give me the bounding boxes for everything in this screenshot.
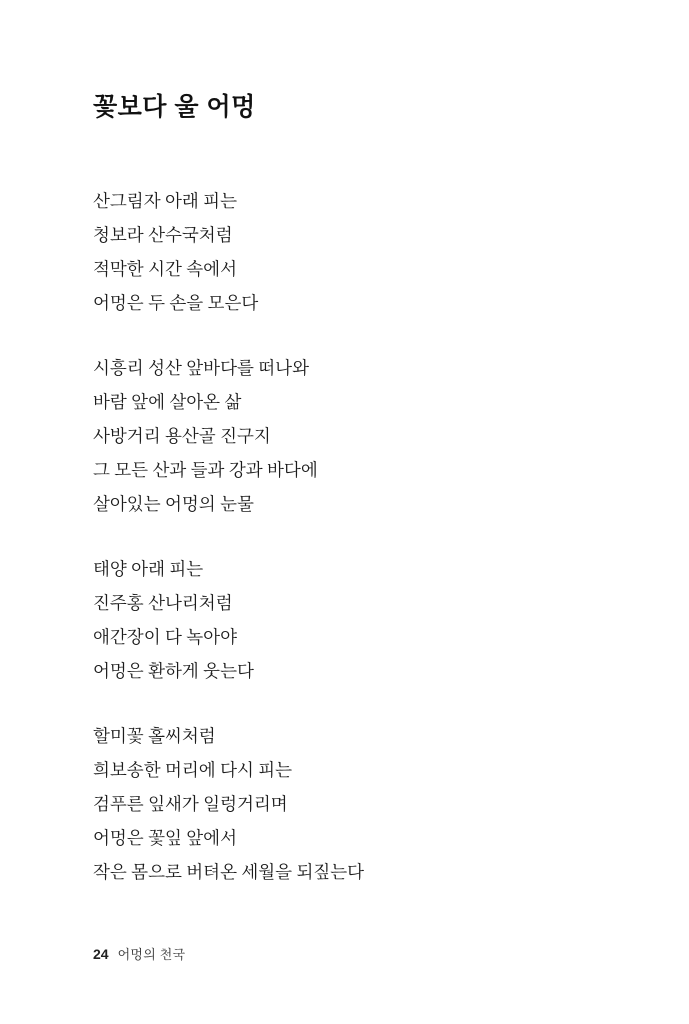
stanza xyxy=(93,719,629,889)
poem-line: 어멍은 환하게 웃는다 xyxy=(93,661,254,681)
poem-line: 사방거리 용산골 진구지 xyxy=(93,426,271,446)
poem-line: 어멍은 두 손을 모은다 xyxy=(93,293,259,313)
poem-line: 적막한 시간 속에서 xyxy=(93,259,237,279)
poem-line: 바람 앞에 살아온 삶 xyxy=(93,392,242,412)
poem-line: 할미꽃 홀씨처럼 xyxy=(93,726,216,746)
page-number: 24 xyxy=(93,946,109,962)
poem-title: 꽃보다 울 어멍 xyxy=(93,93,256,121)
poem-line: 작은 몸으로 버텨온 세월을 되짚는다 xyxy=(93,862,365,882)
stanza xyxy=(93,351,629,521)
page-footer xyxy=(93,944,185,963)
poem-line: 검푸른 잎새가 일렁거리며 xyxy=(93,794,288,814)
book-title: 어멍의 천국 xyxy=(117,947,186,962)
poem-line: 애간장이 다 녹아야 xyxy=(93,627,237,647)
page-content xyxy=(93,0,629,889)
poem-line: 시흥리 성산 앞바다를 떠나와 xyxy=(93,358,309,378)
poem-line: 태양 아래 피는 xyxy=(93,559,204,579)
poem-line: 어멍은 꽃잎 앞에서 xyxy=(93,828,237,848)
poem-line: 청보라 산수국처럼 xyxy=(93,225,233,245)
stanza xyxy=(93,552,629,688)
poem-line: 산그림자 아래 피는 xyxy=(93,191,237,211)
poem-body xyxy=(93,184,629,889)
poem-line: 살아있는 어멍의 눈물 xyxy=(93,494,254,514)
poem-line: 그 모든 산과 들과 강과 바다에 xyxy=(93,460,318,480)
stanza xyxy=(93,184,629,320)
poem-line: 진주홍 산나리처럼 xyxy=(93,593,233,613)
poem-line: 희보송한 머리에 다시 피는 xyxy=(93,760,293,780)
